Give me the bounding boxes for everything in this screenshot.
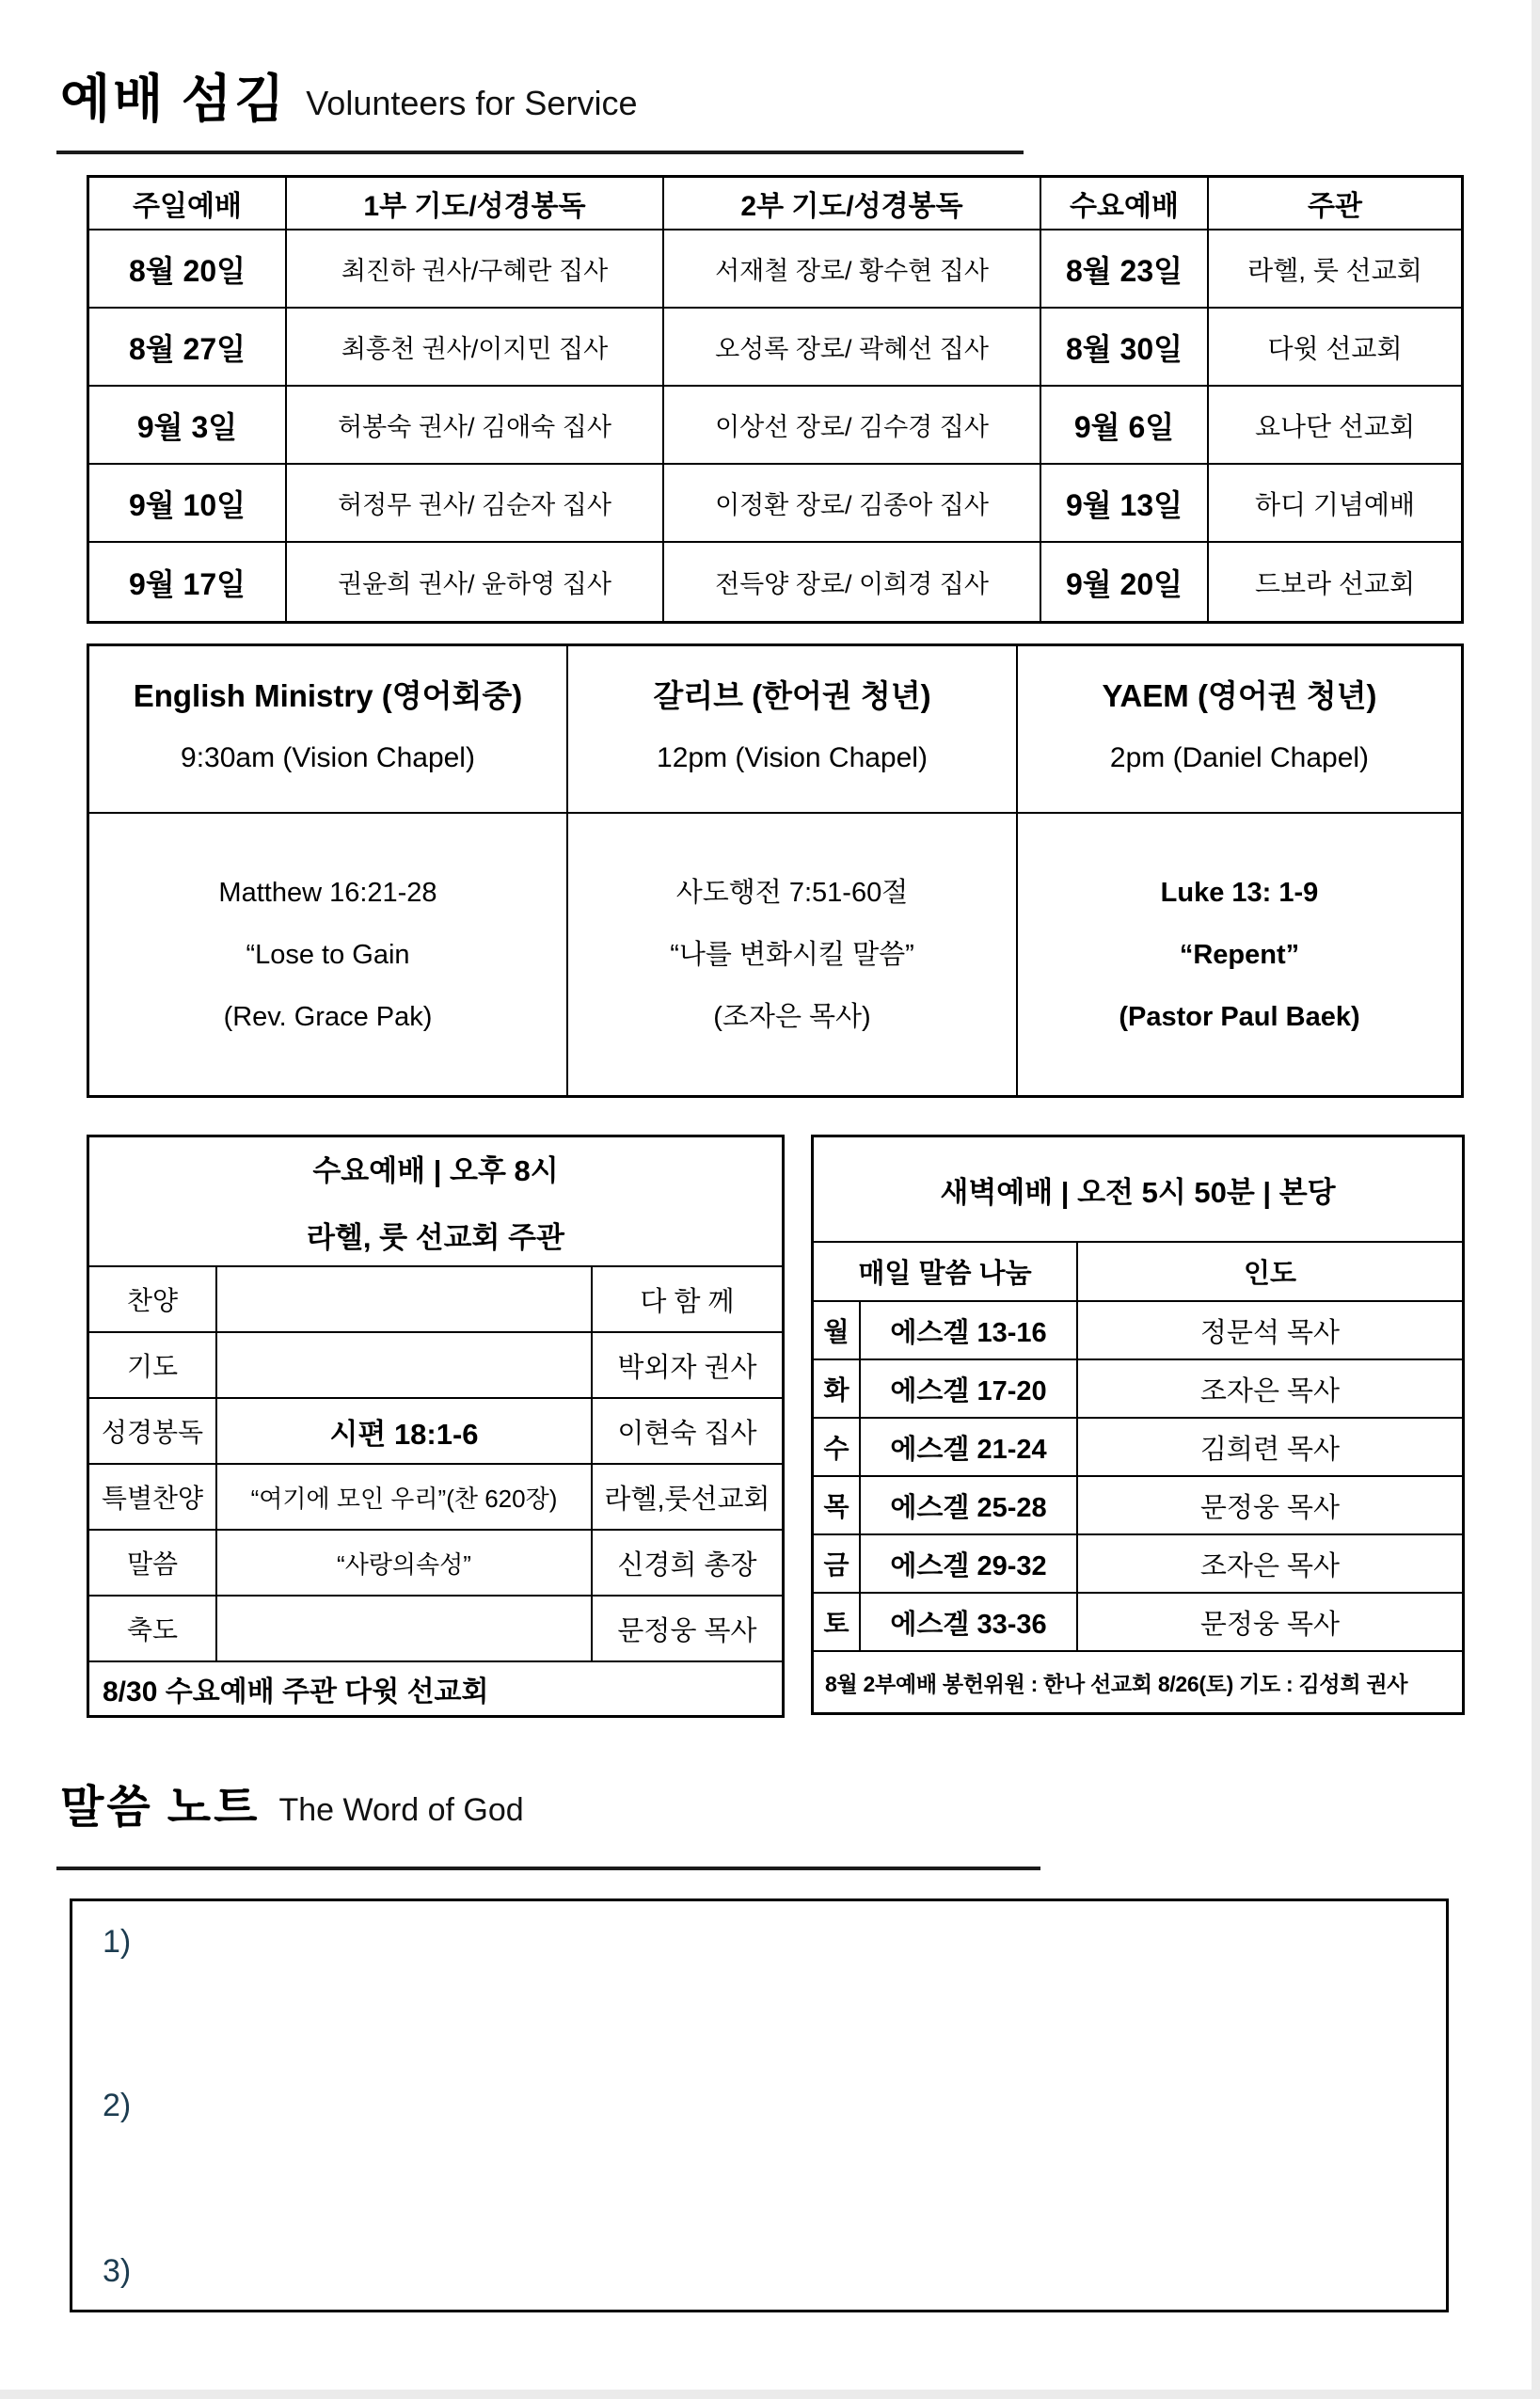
leader: 정문석 목사 bbox=[1078, 1302, 1462, 1360]
order-content: “여기에 모인 우리”(찬 620장) bbox=[217, 1465, 593, 1531]
title-underline bbox=[56, 151, 1024, 154]
ministry-time: 9:30am (Vision Chapel) bbox=[181, 741, 475, 773]
leader: 김희련 목사 bbox=[1078, 1419, 1462, 1477]
part1-names: 허봉숙 권사/ 김애숙 집사 bbox=[287, 387, 664, 465]
wednesday-service-title: 수요예배 | 오후 8시 bbox=[312, 1154, 559, 1187]
leader: 조자은 목사 bbox=[1078, 1360, 1462, 1419]
word-note-title-english: The Word of God bbox=[278, 1792, 524, 1828]
ministry-time: 12pm (Vision Chapel) bbox=[657, 741, 928, 773]
wednesday-date: 8월 30일 bbox=[1041, 309, 1209, 387]
order-content bbox=[217, 1597, 593, 1662]
order-person: 라헬,룻선교회 bbox=[593, 1465, 782, 1531]
sermon-preacher: (Pastor Paul Baek) bbox=[1119, 1001, 1360, 1032]
leader: 조자은 목사 bbox=[1078, 1535, 1462, 1594]
order-person: 이현숙 집사 bbox=[593, 1399, 782, 1465]
wednesday-date: 8월 23일 bbox=[1041, 230, 1209, 309]
column-header: 주관 bbox=[1209, 178, 1461, 230]
column-header: 수요예배 bbox=[1041, 178, 1209, 230]
sunday-date: 9월 17일 bbox=[89, 543, 287, 621]
part2-names: 서재철 장로/ 황수현 집사 bbox=[664, 230, 1041, 309]
sermon-title: “나를 변화시킬 말씀” bbox=[670, 939, 914, 970]
column-header: 2부 기도/성경봉독 bbox=[664, 178, 1041, 230]
wednesday-date: 9월 6일 bbox=[1041, 387, 1209, 465]
ministry-time: 2pm (Daniel Chapel) bbox=[1109, 741, 1370, 773]
order-person: 문정웅 목사 bbox=[593, 1597, 782, 1662]
ministry-name: English Ministry (영어회중) bbox=[133, 677, 523, 713]
order-content: 시편 18:1-6 bbox=[217, 1399, 593, 1465]
leader: 문정웅 목사 bbox=[1078, 1477, 1462, 1535]
sunday-date: 8월 27일 bbox=[89, 309, 287, 387]
sermon-notes-box bbox=[70, 1899, 1449, 2312]
column-header: 주일예배 bbox=[89, 178, 287, 230]
volunteers-section-title bbox=[60, 71, 638, 128]
passage: 에스겔 13-16 bbox=[861, 1302, 1078, 1360]
day-label: 월 bbox=[814, 1302, 861, 1360]
sermon-info-yaem bbox=[1018, 814, 1461, 1095]
order-person: 박외자 권사 bbox=[593, 1333, 782, 1399]
part1-names: 허정무 권사/ 김순자 집사 bbox=[287, 465, 664, 543]
dawn-service-title: 새벽예배 | 오전 5시 50분 | 본당 bbox=[814, 1137, 1462, 1243]
dawn-service-rows bbox=[814, 1302, 1462, 1652]
sermon-title: “Lose to Gain bbox=[246, 939, 410, 970]
sunday-date: 8월 20일 bbox=[89, 230, 287, 309]
day-label: 목 bbox=[814, 1477, 861, 1535]
order-person: 신경희 총장 bbox=[593, 1531, 782, 1597]
order-label: 말씀 bbox=[89, 1531, 217, 1597]
page-edge-bottom bbox=[0, 2390, 1540, 2399]
passage: 에스겔 17-20 bbox=[861, 1360, 1078, 1419]
sunday-date: 9월 3일 bbox=[89, 387, 287, 465]
order-content: “사랑의속성” bbox=[217, 1531, 593, 1597]
volunteers-title-english: Volunteers for Service bbox=[306, 84, 638, 122]
part1-names: 최진하 권사/구혜란 집사 bbox=[287, 230, 664, 309]
leader: 문정웅 목사 bbox=[1078, 1594, 1462, 1652]
day-label: 토 bbox=[814, 1594, 861, 1652]
order-content bbox=[217, 1267, 593, 1333]
order-label: 축도 bbox=[89, 1597, 217, 1662]
passage: 에스겔 33-36 bbox=[861, 1594, 1078, 1652]
note-number-1: 1) bbox=[103, 1924, 132, 1960]
sermon-scripture: Matthew 16:21-28 bbox=[218, 877, 437, 908]
passage: 에스겔 29-32 bbox=[861, 1535, 1078, 1594]
dawn-service-box bbox=[811, 1135, 1465, 1715]
offering-committee-note: 8월 2부예배 봉헌위원 : 한나 선교회 8/26(토) 기도 : 김성희 권사 bbox=[825, 1671, 1408, 1696]
wednesday-next-host-note: 8/30 수요예배 주관 다윗 선교회 bbox=[103, 1676, 489, 1708]
part2-names: 전득양 장로/ 이희경 집사 bbox=[664, 543, 1041, 621]
sermon-scripture: Luke 13: 1-9 bbox=[1160, 877, 1319, 908]
host-group: 하디 기념예배 bbox=[1209, 465, 1461, 543]
wednesday-service-header bbox=[89, 1137, 782, 1267]
day-label: 화 bbox=[814, 1360, 861, 1419]
page-edge-right bbox=[1532, 0, 1540, 2399]
leader-header: 인도 bbox=[1078, 1243, 1462, 1302]
ministry-header-kaleb bbox=[568, 646, 1018, 814]
order-label: 기도 bbox=[89, 1333, 217, 1399]
order-label: 특별찬양 bbox=[89, 1465, 217, 1531]
note-number-3: 3) bbox=[103, 2253, 132, 2289]
word-note-section-title bbox=[60, 1783, 524, 1833]
sermon-info-kaleb bbox=[568, 814, 1018, 1095]
host-group: 다윗 선교회 bbox=[1209, 309, 1461, 387]
part2-names: 이정환 장로/ 김종아 집사 bbox=[664, 465, 1041, 543]
order-content bbox=[217, 1333, 593, 1399]
wednesday-service-host: 라헬, 룻 선교회 주관 bbox=[306, 1221, 565, 1254]
ministry-header-yaem bbox=[1018, 646, 1461, 814]
dawn-service-column-headers bbox=[814, 1243, 1462, 1302]
sermon-info-english bbox=[89, 814, 568, 1095]
daily-word-header: 매일 말씀 나눔 bbox=[814, 1243, 1078, 1302]
day-label: 금 bbox=[814, 1535, 861, 1594]
ministry-name: 갈리브 (한어권 청년) bbox=[653, 677, 931, 713]
volunteers-title-korean: 예배 섬김 bbox=[60, 71, 288, 128]
column-header: 1부 기도/성경봉독 bbox=[287, 178, 664, 230]
note-number-2: 2) bbox=[103, 2088, 132, 2123]
passage: 에스겔 25-28 bbox=[861, 1477, 1078, 1535]
sermon-title: “Repent” bbox=[1179, 939, 1300, 970]
wednesday-date: 9월 13일 bbox=[1041, 465, 1209, 543]
wednesday-date: 9월 20일 bbox=[1041, 543, 1209, 621]
order-person: 다 함 께 bbox=[593, 1267, 782, 1333]
day-label: 수 bbox=[814, 1419, 861, 1477]
sermon-preacher: (조자은 목사) bbox=[713, 1001, 871, 1032]
volunteers-table bbox=[87, 175, 1464, 624]
sermon-preacher: (Rev. Grace Pak) bbox=[223, 1001, 433, 1032]
ministries-table bbox=[87, 643, 1464, 1098]
wednesday-service-box bbox=[87, 1135, 785, 1718]
ministry-header-english bbox=[89, 646, 568, 814]
order-label: 찬양 bbox=[89, 1267, 217, 1333]
word-note-title-korean: 말씀 노트 bbox=[60, 1783, 261, 1833]
word-note-underline bbox=[56, 1867, 1040, 1870]
sunday-date: 9월 10일 bbox=[89, 465, 287, 543]
part2-names: 이상선 장로/ 김수경 집사 bbox=[664, 387, 1041, 465]
host-group: 드보라 선교회 bbox=[1254, 568, 1416, 598]
part1-names: 최흥천 권사/이지민 집사 bbox=[287, 309, 664, 387]
ministry-name: YAEM (영어권 청년) bbox=[1102, 677, 1377, 713]
order-label: 성경봉독 bbox=[89, 1399, 217, 1465]
wednesday-service-rows bbox=[89, 1267, 782, 1662]
part2-names: 오성록 장로/ 곽혜선 집사 bbox=[664, 309, 1041, 387]
host-group: 요나단 선교회 bbox=[1209, 387, 1461, 465]
host-group: 라헬, 룻 선교회 bbox=[1209, 230, 1461, 309]
part1-names: 권윤희 권사/ 윤하영 집사 bbox=[287, 543, 664, 621]
passage: 에스겔 21-24 bbox=[861, 1419, 1078, 1477]
sermon-scripture: 사도행전 7:51-60절 bbox=[675, 877, 909, 908]
